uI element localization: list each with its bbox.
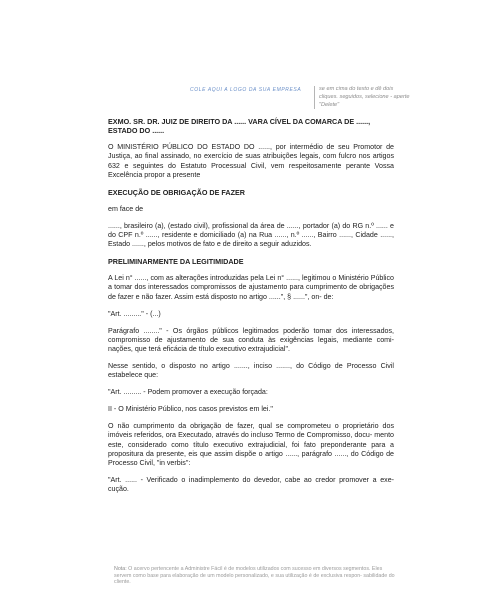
footer-note [114,566,396,586]
intro-paragraph: O MINISTÉRIO PÚBLICO DO ESTADO DO ......, por intermédio de seu Promotor de Justiça, ao final assinado, no exercício de suas atribuições legais, com fulcro nos artigos 632 e seguintes do Estatuto Processual Civil, vem respeitosamente perante Vossa Excelência propor a presente [108,143,394,180]
party-paragraph: ......, brasileiro (a), (estado civil), profissional da área de ......, portador (a) do RG n.º ...... e do CPF n.º ......, residente e domiciliado (a) na Rua ......, n.º ......, Bairro ......, Cidade ......, Estado ......, pelos motivos de fato e de direito a seguir aduzidos. [108,221,394,249]
inciso-paragraph: II - O Ministério Público, nos casos previstos em lei." [108,405,273,414]
section-title-execucao: EXECUÇÃO DE OBRIGAÇÃO DE FAZER [108,187,245,197]
footer-label: Nota: [114,566,127,572]
nesse-sentido-paragraph: Nesse sentido, o disposto no artigo ......., inciso ......., do Código de Processo Civil estabelece que: [108,361,394,380]
document-title: EXMO. SR. DR. JUIZ DE DIREITO DA ...... VARA CÍVEL DA COMARCA DE ......, ESTADO DO ...... [108,117,371,136]
paragrafo-paragraph: Parágrafo ........" - Os órgãos públicos legitimados poderão tomar dos interessados, compromisso de ajustamento de sua conduta às exigências legais, mediante comi- nações, que terá eficácia de título executivo extrajudicial". [108,326,394,354]
section-title-legitimidade: PRELIMINARMENTE DA LEGITIMIDADE [108,257,244,267]
footer-text: O acervo pertencente a Administre Fácil é de modelos utilizados com sucesso em diversos segmentos. Eles servem como base para elaboração de um modelo personalizado, e sua utilização é de exclusiva respon- sabilidade do cliente. [114,566,395,586]
nao-cumprimento-paragraph: O não cumprimento da obrigação de fazer, qual se comprometeu o proprietário dos imóveis referidos, ora Executado, através do incluso Termo de Compromisso, docu- mento este, considerado como título executivo extrajudicial, foi fato preponderante para a propositura da presente, eis que assim dispõe o artigo ......, parágrafo ......, do Código de Processo Civil, "in verbis": [108,421,394,468]
art-paragraph: "Art. ........." - (...) [108,309,161,318]
art2-paragraph: "Art. ......... - Podem promover a execução forçada: [108,388,268,397]
lei-paragraph: A Lei n° ......, com as alterações introduzidas pela Lei n° ......, legitimou o Ministério Público a tomar dos interessados compromissos de ajustamento para cumprimento de obrigações de fazer e não fazer. Assim está disposto no artigo ......", § ......", on- de: [108,274,394,301]
em-face-paragraph: em face de [108,204,144,213]
art3-paragraph: "Art. ...... - Verificado o inadimplemento do devedor, cabe ao credor promover a exe- cução. [108,476,394,494]
document-body [108,117,394,502]
instruction-note: se em cima do texto e dê dois cliques. seguidos, selecione - aperte "Delete" [314,86,411,109]
logo-placeholder: COLE AQUI A LOGO DA SUA EMPRESA [190,87,302,93]
